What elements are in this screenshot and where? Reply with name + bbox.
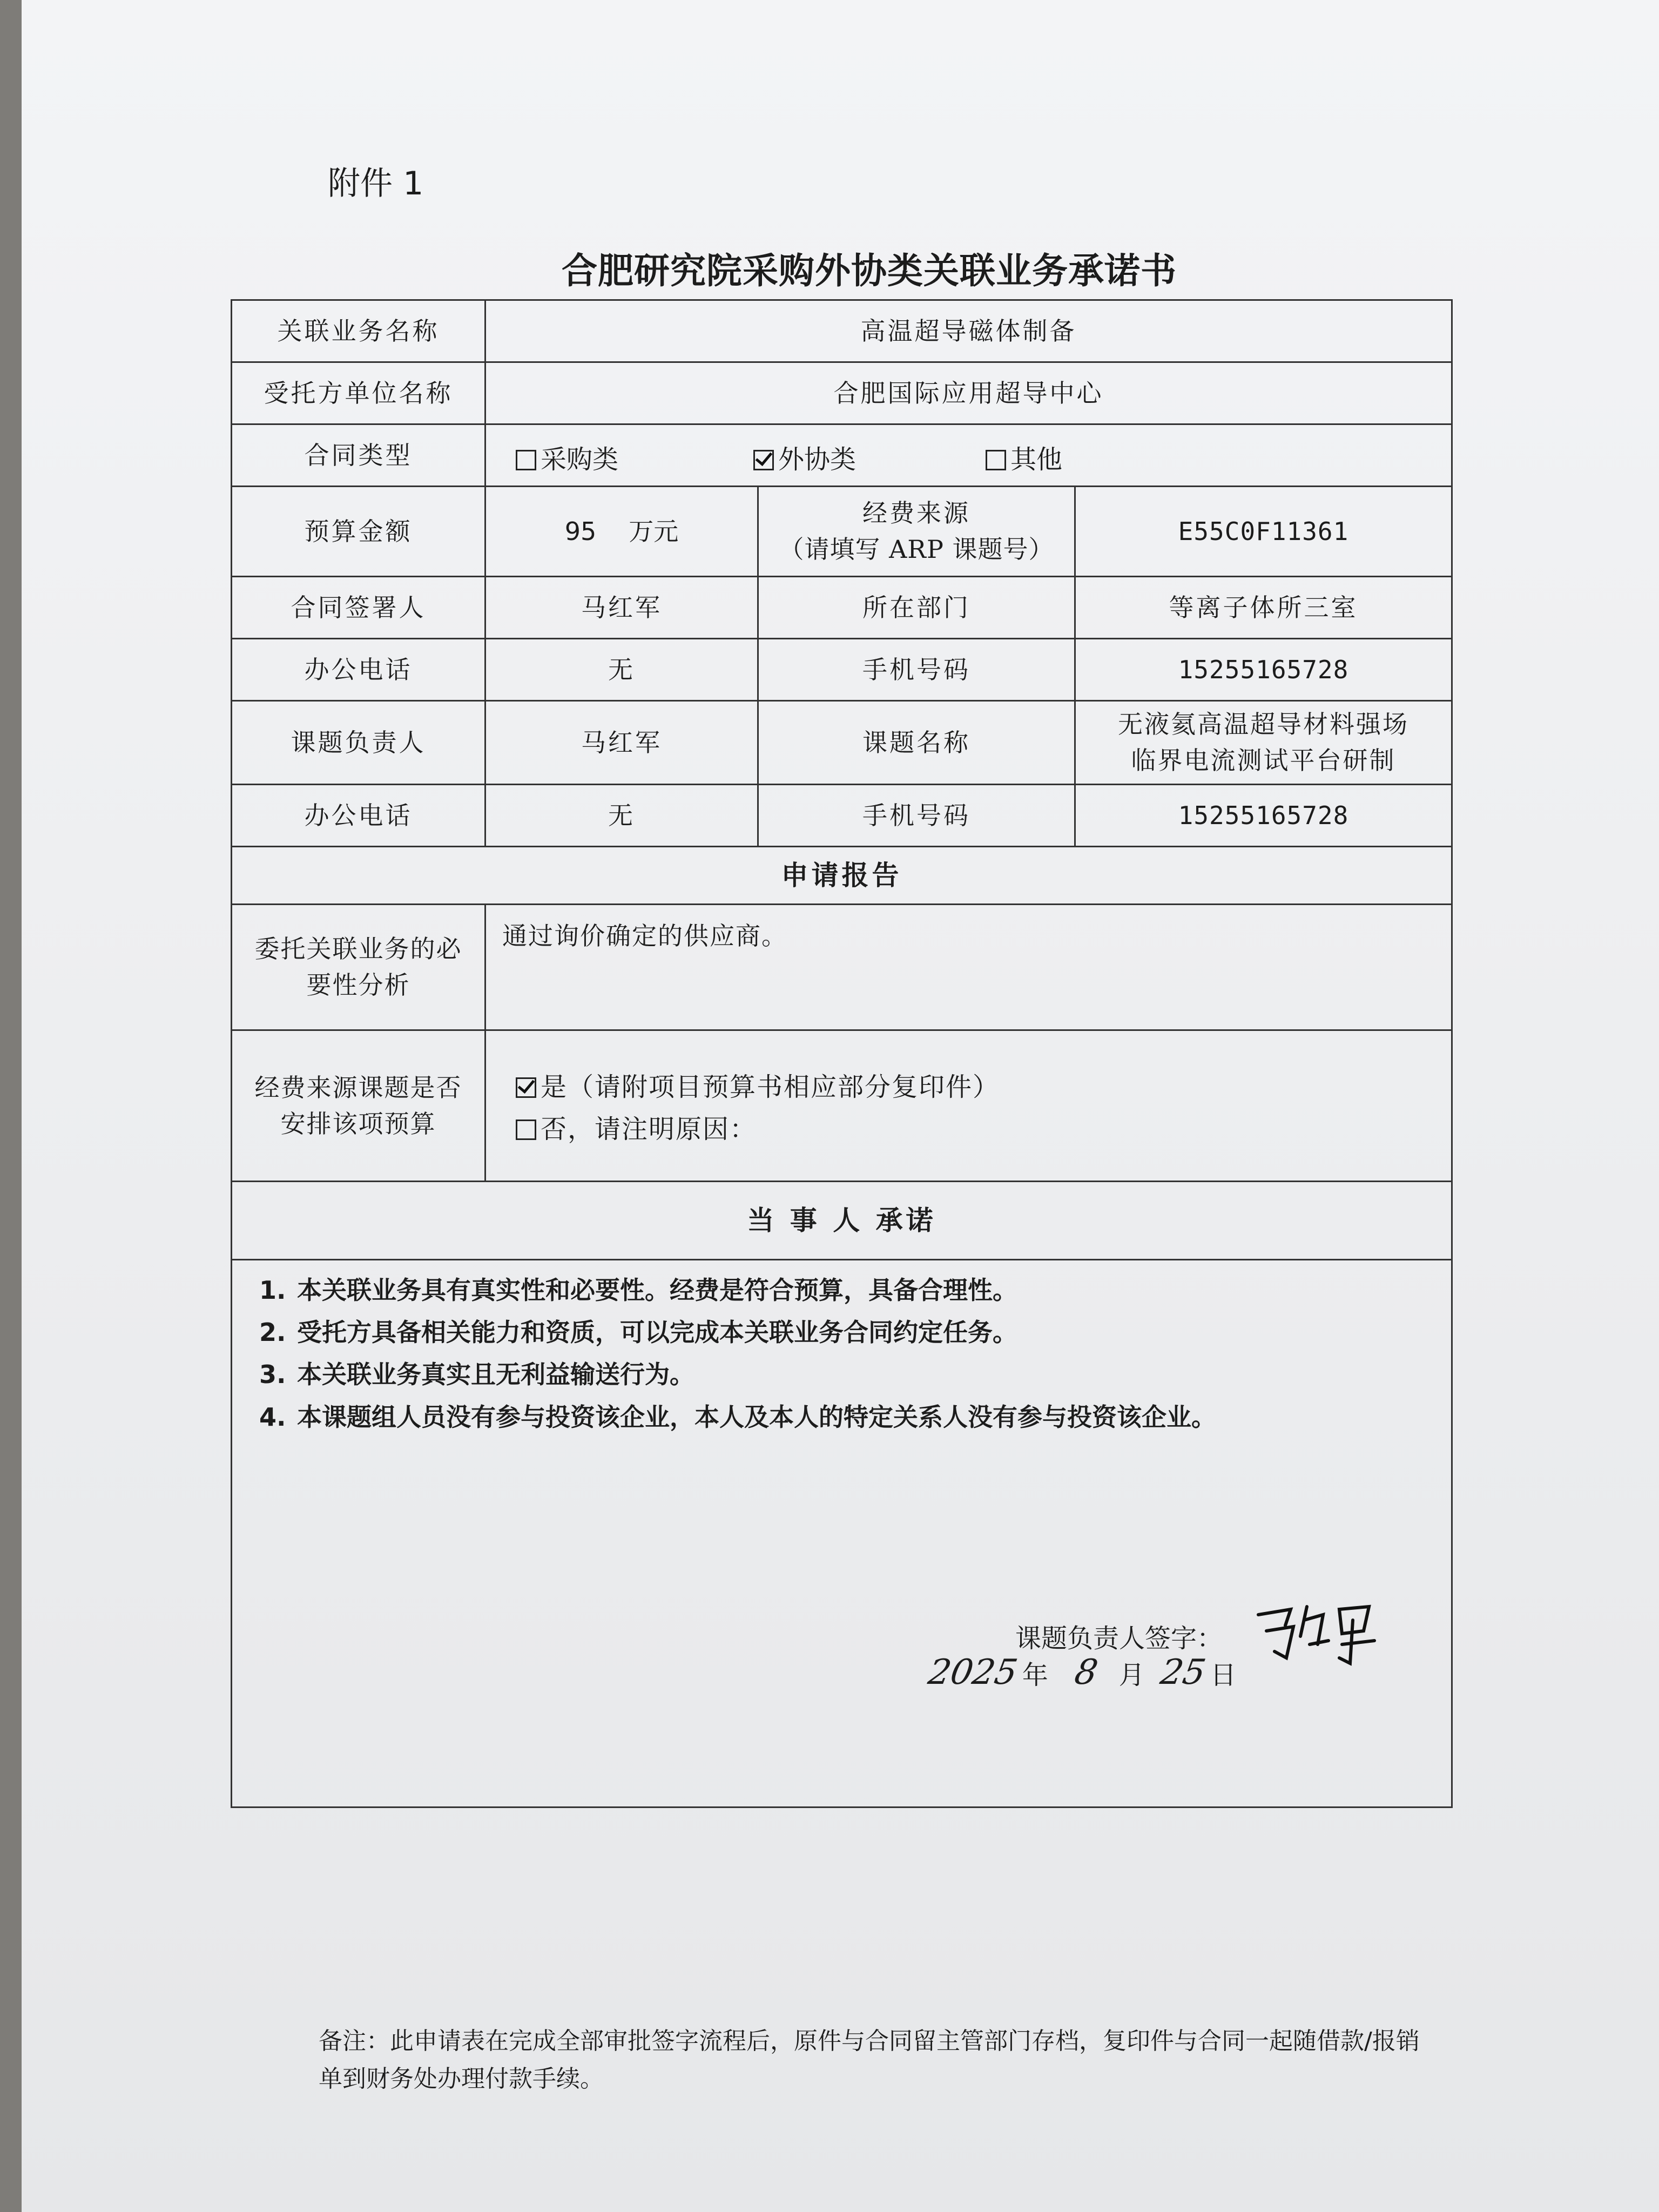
date-day-unit: 日	[1210, 1660, 1237, 1690]
funding-source-label: 经费来源	[862, 498, 970, 528]
necessity-label-line2: 要性分析	[306, 970, 410, 1000]
footer-note	[319, 2022, 1480, 2099]
signature-label: 课题负责人签字：	[1015, 1623, 1223, 1654]
checkbox-unchecked[interactable]	[516, 450, 536, 470]
contract-type-options	[484, 423, 1453, 487]
contract-type-option-other[interactable]	[986, 441, 1062, 479]
entrusted-unit-label: 受托方单位名称	[231, 361, 486, 425]
budget-option-yes-label: 是（请附项目预算书相应部分复印件）	[541, 1072, 1000, 1102]
department-value: 等离子体所三室	[1074, 576, 1453, 639]
signature-scribble-icon	[1253, 1593, 1382, 1674]
annex-label: 附件 1	[328, 165, 424, 203]
contract-type-label: 合同类型	[231, 423, 486, 487]
contract-type-option-procurement[interactable]	[516, 441, 618, 479]
checkbox-unchecked[interactable]	[986, 450, 1006, 470]
date-month: 8	[1071, 1653, 1101, 1692]
handwritten-signature	[1253, 1593, 1382, 1676]
budget-arranged-label-line1: 经费来源课题是否	[254, 1073, 462, 1102]
budget-arranged-options	[484, 1029, 1453, 1182]
pledge-number: 2.	[259, 1318, 286, 1347]
checkbox-checked[interactable]	[516, 1077, 536, 1098]
office-phone-value: 无	[484, 638, 759, 702]
footer-note-line1: 备注：此申请表在完成全部审批签字流程后，原件与合同留主管部门存档，复印件与合同一起随借款/报销	[319, 2027, 1420, 2055]
pledge-text: 受托方具备相关能力和资质，可以完成本关联业务合同约定任务。	[297, 1318, 1017, 1347]
signature-date	[923, 1653, 1236, 1692]
checkbox-unchecked[interactable]	[516, 1120, 536, 1140]
pledge-text: 本课题组人员没有参与投资该企业，本人及本人的特定关系人没有参与投资该企业。	[297, 1402, 1216, 1432]
entrusted-unit-value: 合肥国际应用超导中心	[484, 361, 1453, 425]
paper-sheet	[22, 0, 1659, 2212]
business-name-value: 高温超导磁体制备	[484, 299, 1453, 363]
pledge-number: 1.	[259, 1276, 286, 1305]
budget-unit: 万元	[629, 516, 679, 546]
budget-option-no-label: 否，请注明原因：	[541, 1114, 757, 1144]
office-phone2-label: 办公电话	[231, 784, 486, 847]
date-day: 25	[1157, 1653, 1209, 1692]
project-name-label: 课题名称	[757, 700, 1076, 785]
business-name-label: 关联业务名称	[231, 299, 486, 363]
project-lead-value: 马红军	[484, 700, 759, 785]
mobile2-value: 15255165728	[1074, 784, 1453, 847]
department-label: 所在部门	[757, 576, 1076, 639]
pledge-item	[259, 1396, 1420, 1438]
office-phone-label: 办公电话	[231, 638, 486, 702]
pledge-text: 本关联业务真实且无利益输送行为。	[297, 1360, 694, 1390]
mobile2-label: 手机号码	[757, 784, 1076, 847]
budget-value-cell	[484, 485, 759, 577]
checkbox-checked[interactable]	[753, 450, 774, 470]
pledge-number: 3.	[259, 1360, 286, 1390]
budget-label: 预算金额	[231, 485, 486, 577]
mobile-label: 手机号码	[757, 638, 1076, 702]
project-name-line2: 临界电流测试平台研制	[1131, 746, 1396, 775]
pledge-section-title: 当 事 人 承诺	[231, 1181, 1453, 1260]
project-name-line1: 无液氦高温超导材料强场	[1118, 710, 1409, 739]
contract-type-other-label: 其他	[1010, 444, 1063, 475]
office-phone2-value: 无	[484, 784, 759, 847]
application-section-title: 申请报告	[231, 846, 1453, 905]
necessity-label-line1: 委托关联业务的必	[254, 934, 462, 964]
funding-source-code: E55C0F11361	[1074, 485, 1453, 577]
pledge-item	[259, 1311, 1420, 1353]
funding-source-label-cell	[757, 485, 1076, 577]
signer-value: 马红军	[484, 576, 759, 639]
necessity-label	[231, 903, 486, 1031]
date-year-unit: 年	[1022, 1660, 1048, 1690]
funding-source-hint: （请填写 ARP 课题号）	[779, 535, 1054, 564]
budget-option-no[interactable]	[516, 1111, 757, 1149]
footer-note-line2: 单到财务处办理付款手续。	[319, 2065, 604, 2093]
pledge-text: 本关联业务具有真实性和必要性。经费是符合预算，具备合理性。	[297, 1276, 1017, 1305]
necessity-text: 通过询价确定的供应商。	[484, 903, 1453, 1031]
budget-arranged-label-line2: 安排该项预算	[280, 1109, 436, 1138]
contract-type-outsourcing-label: 外协类	[778, 444, 857, 475]
pledge-number: 4.	[259, 1402, 286, 1432]
pledge-item	[259, 1269, 1420, 1311]
budget-option-yes[interactable]	[516, 1069, 1000, 1107]
budget-arranged-label	[231, 1029, 486, 1182]
document-title: 合肥研究院采购外协类关联业务承诺书	[562, 250, 1177, 292]
date-year: 2025	[925, 1653, 1021, 1692]
contract-type-procurement-label: 采购类	[541, 444, 619, 475]
pledge-item	[259, 1353, 1420, 1395]
project-lead-label: 课题负责人	[231, 700, 486, 785]
date-month-unit: 月	[1118, 1660, 1145, 1690]
pledge-list	[259, 1269, 1420, 1438]
mobile-value: 15255165728	[1074, 638, 1453, 702]
budget-amount: 95	[564, 516, 597, 546]
contract-type-option-outsourcing[interactable]	[753, 441, 856, 479]
signer-label: 合同签署人	[231, 576, 486, 639]
project-name-value	[1074, 700, 1453, 785]
